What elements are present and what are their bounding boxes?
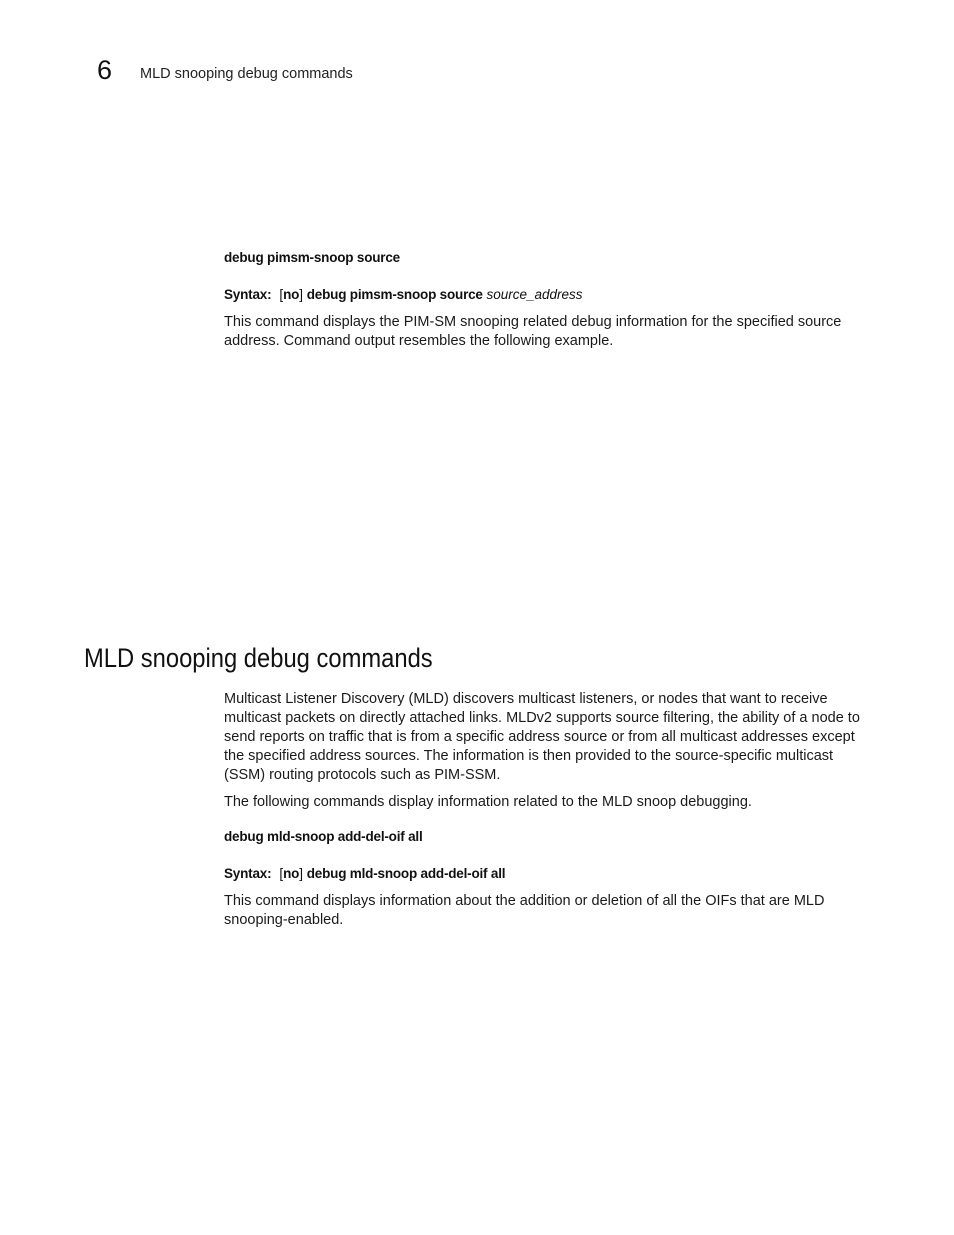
syntax-no-keyword: no: [283, 287, 300, 302]
syntax-line-pimsm-source: [224, 286, 583, 304]
syntax-label: Syntax:: [224, 866, 272, 881]
syntax-open-bracket: [: [279, 866, 284, 881]
section-title: MLD snooping debug commands: [84, 643, 433, 673]
command-heading-pimsm-source: debug pimsm-snoop source: [224, 250, 400, 265]
description-mld-add-del-oif: This command displays information about the addition or deletion of all the OIFs that are MLD snooping-enabled.: [224, 893, 825, 928]
syntax-argument: source_address: [486, 287, 583, 302]
syntax-command: debug pimsm-snoop source: [306, 287, 483, 302]
command-heading-mld-add-del-oif: debug mld-snoop add-del-oif all: [224, 829, 423, 844]
intro-paragraph: Multicast Listener Discovery (MLD) discovers multicast listeners, or nodes that want to receive multicast packets on directly attached links. MLDv2 supports source filtering, the ability of a node to send reports on traffic that is from a specific address source or from all multicast addresses except the specified address sources. The information is then provided to the source-specific multicast (SSM) routing protocols such as PIM-SSM.: [224, 691, 860, 783]
syntax-line-mld-add-del-oif: [224, 865, 505, 883]
syntax-command: debug mld-snoop add-del-oif all: [306, 866, 506, 881]
syntax-close-bracket: ]: [299, 287, 303, 302]
syntax-close-bracket: ]: [299, 866, 303, 881]
following-paragraph: The following commands display information related to the MLD snoop debugging.: [224, 794, 752, 810]
chapter-number: 6: [97, 55, 113, 85]
running-title: MLD snooping debug commands: [140, 66, 353, 82]
syntax-no-keyword: no: [283, 866, 300, 881]
syntax-label: Syntax:: [224, 287, 272, 302]
description-pimsm-source: This command displays the PIM-SM snooping related debug information for the specified source address. Command output resembles the following example.: [224, 314, 842, 349]
syntax-open-bracket: [: [279, 287, 284, 302]
